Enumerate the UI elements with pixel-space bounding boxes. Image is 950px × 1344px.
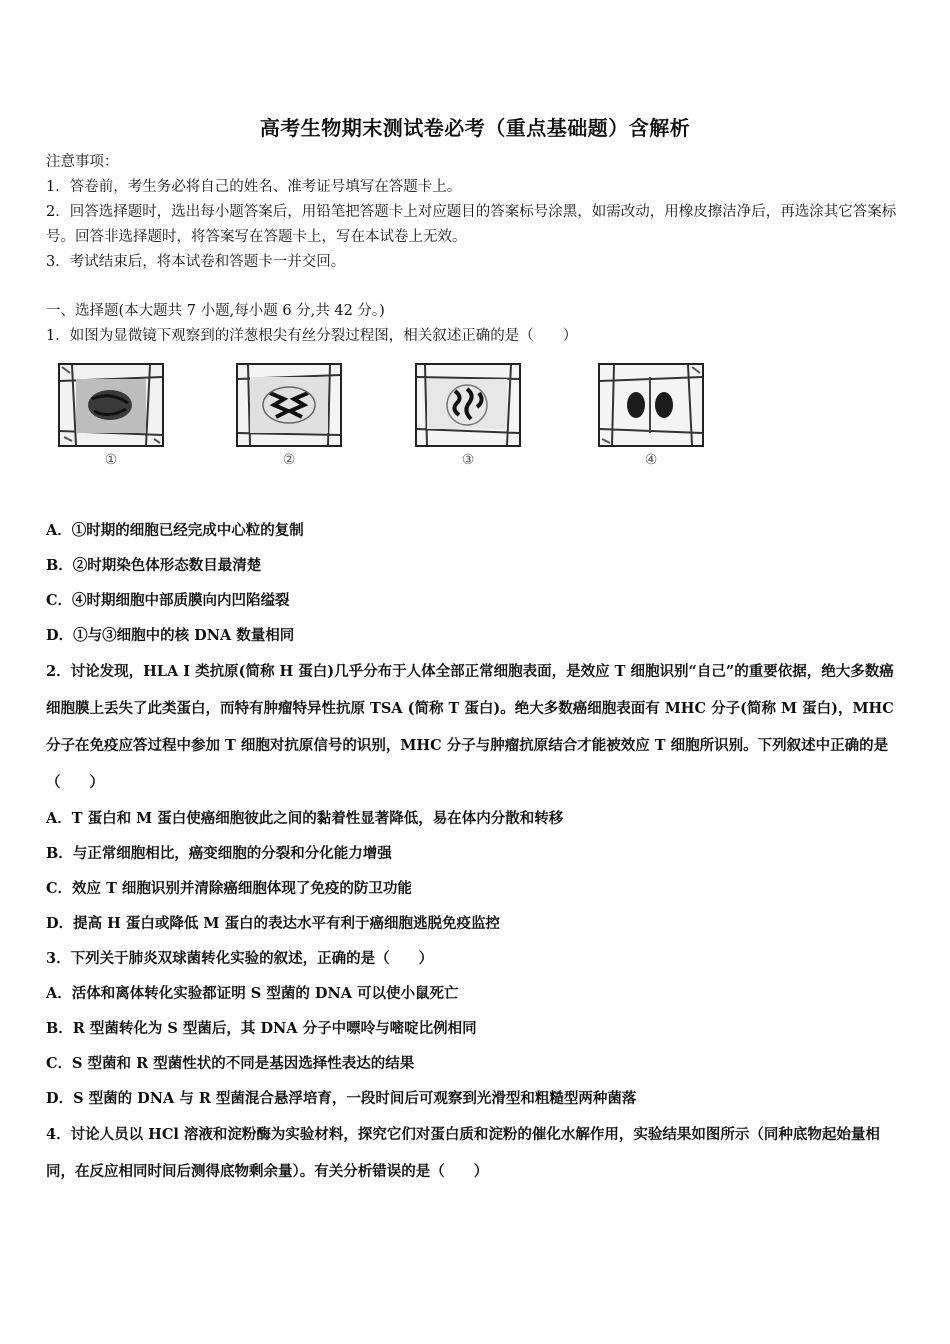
question-2-stem: 2．讨论发现，HLA I 类抗原(简称 H 蛋白)几乎分布于人体全部正常细胞表面，是效应 T 细胞识别“自己”的重要依据，绝大多数癌细胞膜上丢失了此类蛋白，而特有肿瘤特异性抗原 TSA (简称 T 蛋白)。绝大多数癌细胞表面有 MHC 分子(简称 M 蛋白)，MHC 分子在免疫应答过程中参加 T 细胞对抗原信号的识别，MHC 分子与肿瘤抗原结合才能被效应 T 细胞所识别。下列叙述中正确的是（ ） (46, 663, 894, 791)
question-2-option-d: D．提高 H 蛋白或降低 M 蛋白的表达水平有利于癌细胞逃脱免疫监控 (46, 915, 501, 932)
micrograph-3-image (415, 363, 521, 447)
page-title: 高考生物期末测试卷必考（重点基础题）含解析 (259, 116, 691, 140)
notice-item-3: 3．考试结束后，将本试卷和答题卡一并交回。 (46, 254, 346, 270)
question-3-option-b: B．R 型菌转化为 S 型菌后，其 DNA 分子中嘌呤与嘧啶比例相同 (46, 1020, 477, 1037)
figure-label-1: ① (104, 452, 118, 468)
question-2-option-b: B．与正常细胞相比，癌变细胞的分裂和分化能力增强 (46, 845, 392, 862)
question-3-option-c: C．S 型菌和 R 型菌性状的不同是基因选择性表达的结果 (46, 1055, 415, 1072)
spacer (46, 275, 906, 299)
question-3-option-a: A．活体和离体转化实验都证明 S 型菌的 DNA 可以使小鼠死亡 (46, 985, 459, 1002)
question-1-option-c: C．④时期细胞中部质膜向内凹陷缢裂 (46, 592, 290, 609)
figure-label-2: ② (282, 452, 296, 468)
question-1-option-b: B．②时期染色体形态数目最清楚 (46, 557, 262, 574)
micrograph-1 (58, 363, 164, 469)
figure-label-3: ③ (461, 452, 475, 468)
micrograph-2-image (236, 363, 342, 447)
micrograph-3 (415, 363, 521, 469)
question-1-option-d: D．①与③细胞中的核 DNA 数量相同 (46, 627, 295, 644)
notice-item-2: 2．回答选择题时，选出每小题答案后，用铅笔把答题卡上对应题目的答案标号涂黑，如需改动，用橡皮擦洁净后，再选涂其它答案标号。回答非选择题时，将答案写在答题卡上，写在本试卷上无效。 (46, 204, 897, 245)
micrograph-4 (598, 363, 704, 469)
micrograph-1-image (58, 363, 164, 447)
question-3-option-d: D．S 型菌的 DNA 与 R 型菌混合悬浮培育，一段时间后可观察到光滑型和粗糙型两种菌落 (46, 1090, 637, 1107)
question-4-stem: 4．讨论人员以 HCl 溶液和淀粉酶为实验材料，探究它们对蛋白质和淀粉的催化水解作用，实验结果如图所示（同种底物起始量相同，在反应相同时间后测得底物剩余量）。有关分析错误的是（ ） (46, 1126, 880, 1180)
question-2-option-c: C．效应 T 细胞识别并清除癌细胞体现了免疫的防卫功能 (46, 880, 412, 897)
exam-content (46, 150, 906, 1190)
question-1-stem: 1．如图为显微镜下观察到的洋葱根尖有丝分裂过程图，相关叙述正确的是（ ） (46, 328, 578, 344)
question-3-stem: 3．下列关于肺炎双球菌转化实验的叙述，正确的是（ ） (46, 950, 434, 967)
question-2-option-a: A．T 蛋白和 M 蛋白使癌细胞彼此之间的黏着性显著降低，易在体内分散和转移 (46, 810, 564, 827)
micrograph-2 (236, 363, 342, 469)
figure-label-4: ④ (644, 452, 658, 468)
micrograph-4-image (598, 363, 704, 447)
notice-item-1: 1．答卷前，考生务必将自己的姓名、准考证号填写在答题卡上。 (46, 179, 462, 195)
section-heading: 一、选择题(本大题共 7 小题,每小题 6 分,共 42 分。) (46, 303, 385, 319)
question-1-option-a: A．①时期的细胞已经完成中心粒的复制 (46, 522, 304, 539)
notice-heading: 注意事项： (46, 154, 119, 170)
question-1-figures (46, 353, 906, 513)
